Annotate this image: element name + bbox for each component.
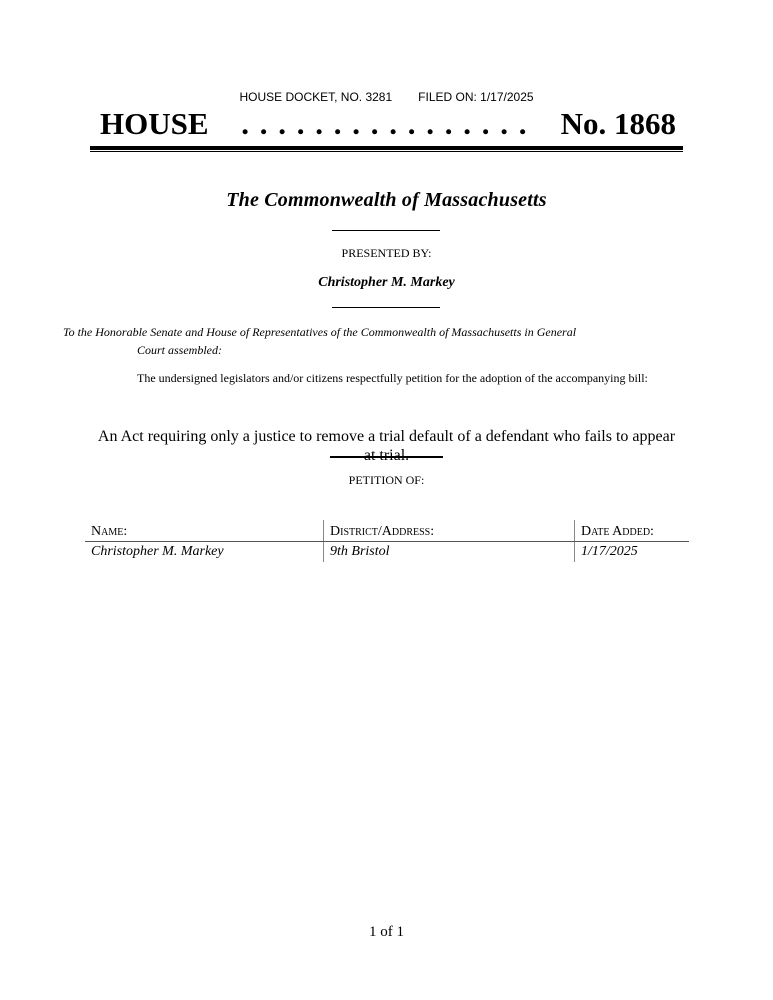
table-header-row <box>85 520 689 542</box>
address-line-1: To the Honorable Senate and House of Representatives of the Commonwealth of Massachusetts in General <box>63 325 577 339</box>
divider <box>330 456 443 458</box>
presented-by-label: PRESENTED BY: <box>341 246 432 260</box>
bill-heading <box>100 106 676 142</box>
column-header-date: Date Added: <box>575 520 690 542</box>
leader-dots: . . . . . . . . . . . . . . . . <box>241 106 528 141</box>
commonwealth-title: The Commonwealth of Massachusetts <box>226 189 547 211</box>
filed-date: FILED ON: 1/17/2025 <box>418 90 534 104</box>
address-line-2: Court assembled: <box>137 343 222 357</box>
sponsor-name: Christopher M. Markey <box>318 275 455 290</box>
docket-line <box>0 90 773 104</box>
chamber: HOUSE <box>100 106 209 141</box>
petition-text: The undersigned legislators and/or citizens respectfully petition for the adoption of the accompanying bill: <box>137 371 648 385</box>
petition-of-label: PETITION OF: <box>348 473 425 487</box>
column-header-name: Name: <box>85 520 324 542</box>
act-title: An Act requiring only a justice to remove a trial default of a defendant who fails to appear <box>97 428 676 445</box>
cell-date: 1/17/2025 <box>575 542 690 563</box>
cell-name: Christopher M. Markey <box>91 544 224 559</box>
heading-rule-thin <box>90 151 683 152</box>
docket-number: HOUSE DOCKET, NO. 3281 <box>239 90 393 104</box>
divider <box>332 307 440 308</box>
petitioners-table <box>85 520 689 562</box>
cell-district: 9th Bristol <box>324 542 575 563</box>
column-header-district: District/Address: <box>324 520 575 542</box>
table-row <box>85 542 689 563</box>
address-text <box>63 323 663 359</box>
heading-rule <box>90 146 683 150</box>
bill-number: No. 1868 <box>560 106 676 141</box>
divider <box>332 230 440 231</box>
page-number: 1 of 1 <box>369 924 404 940</box>
